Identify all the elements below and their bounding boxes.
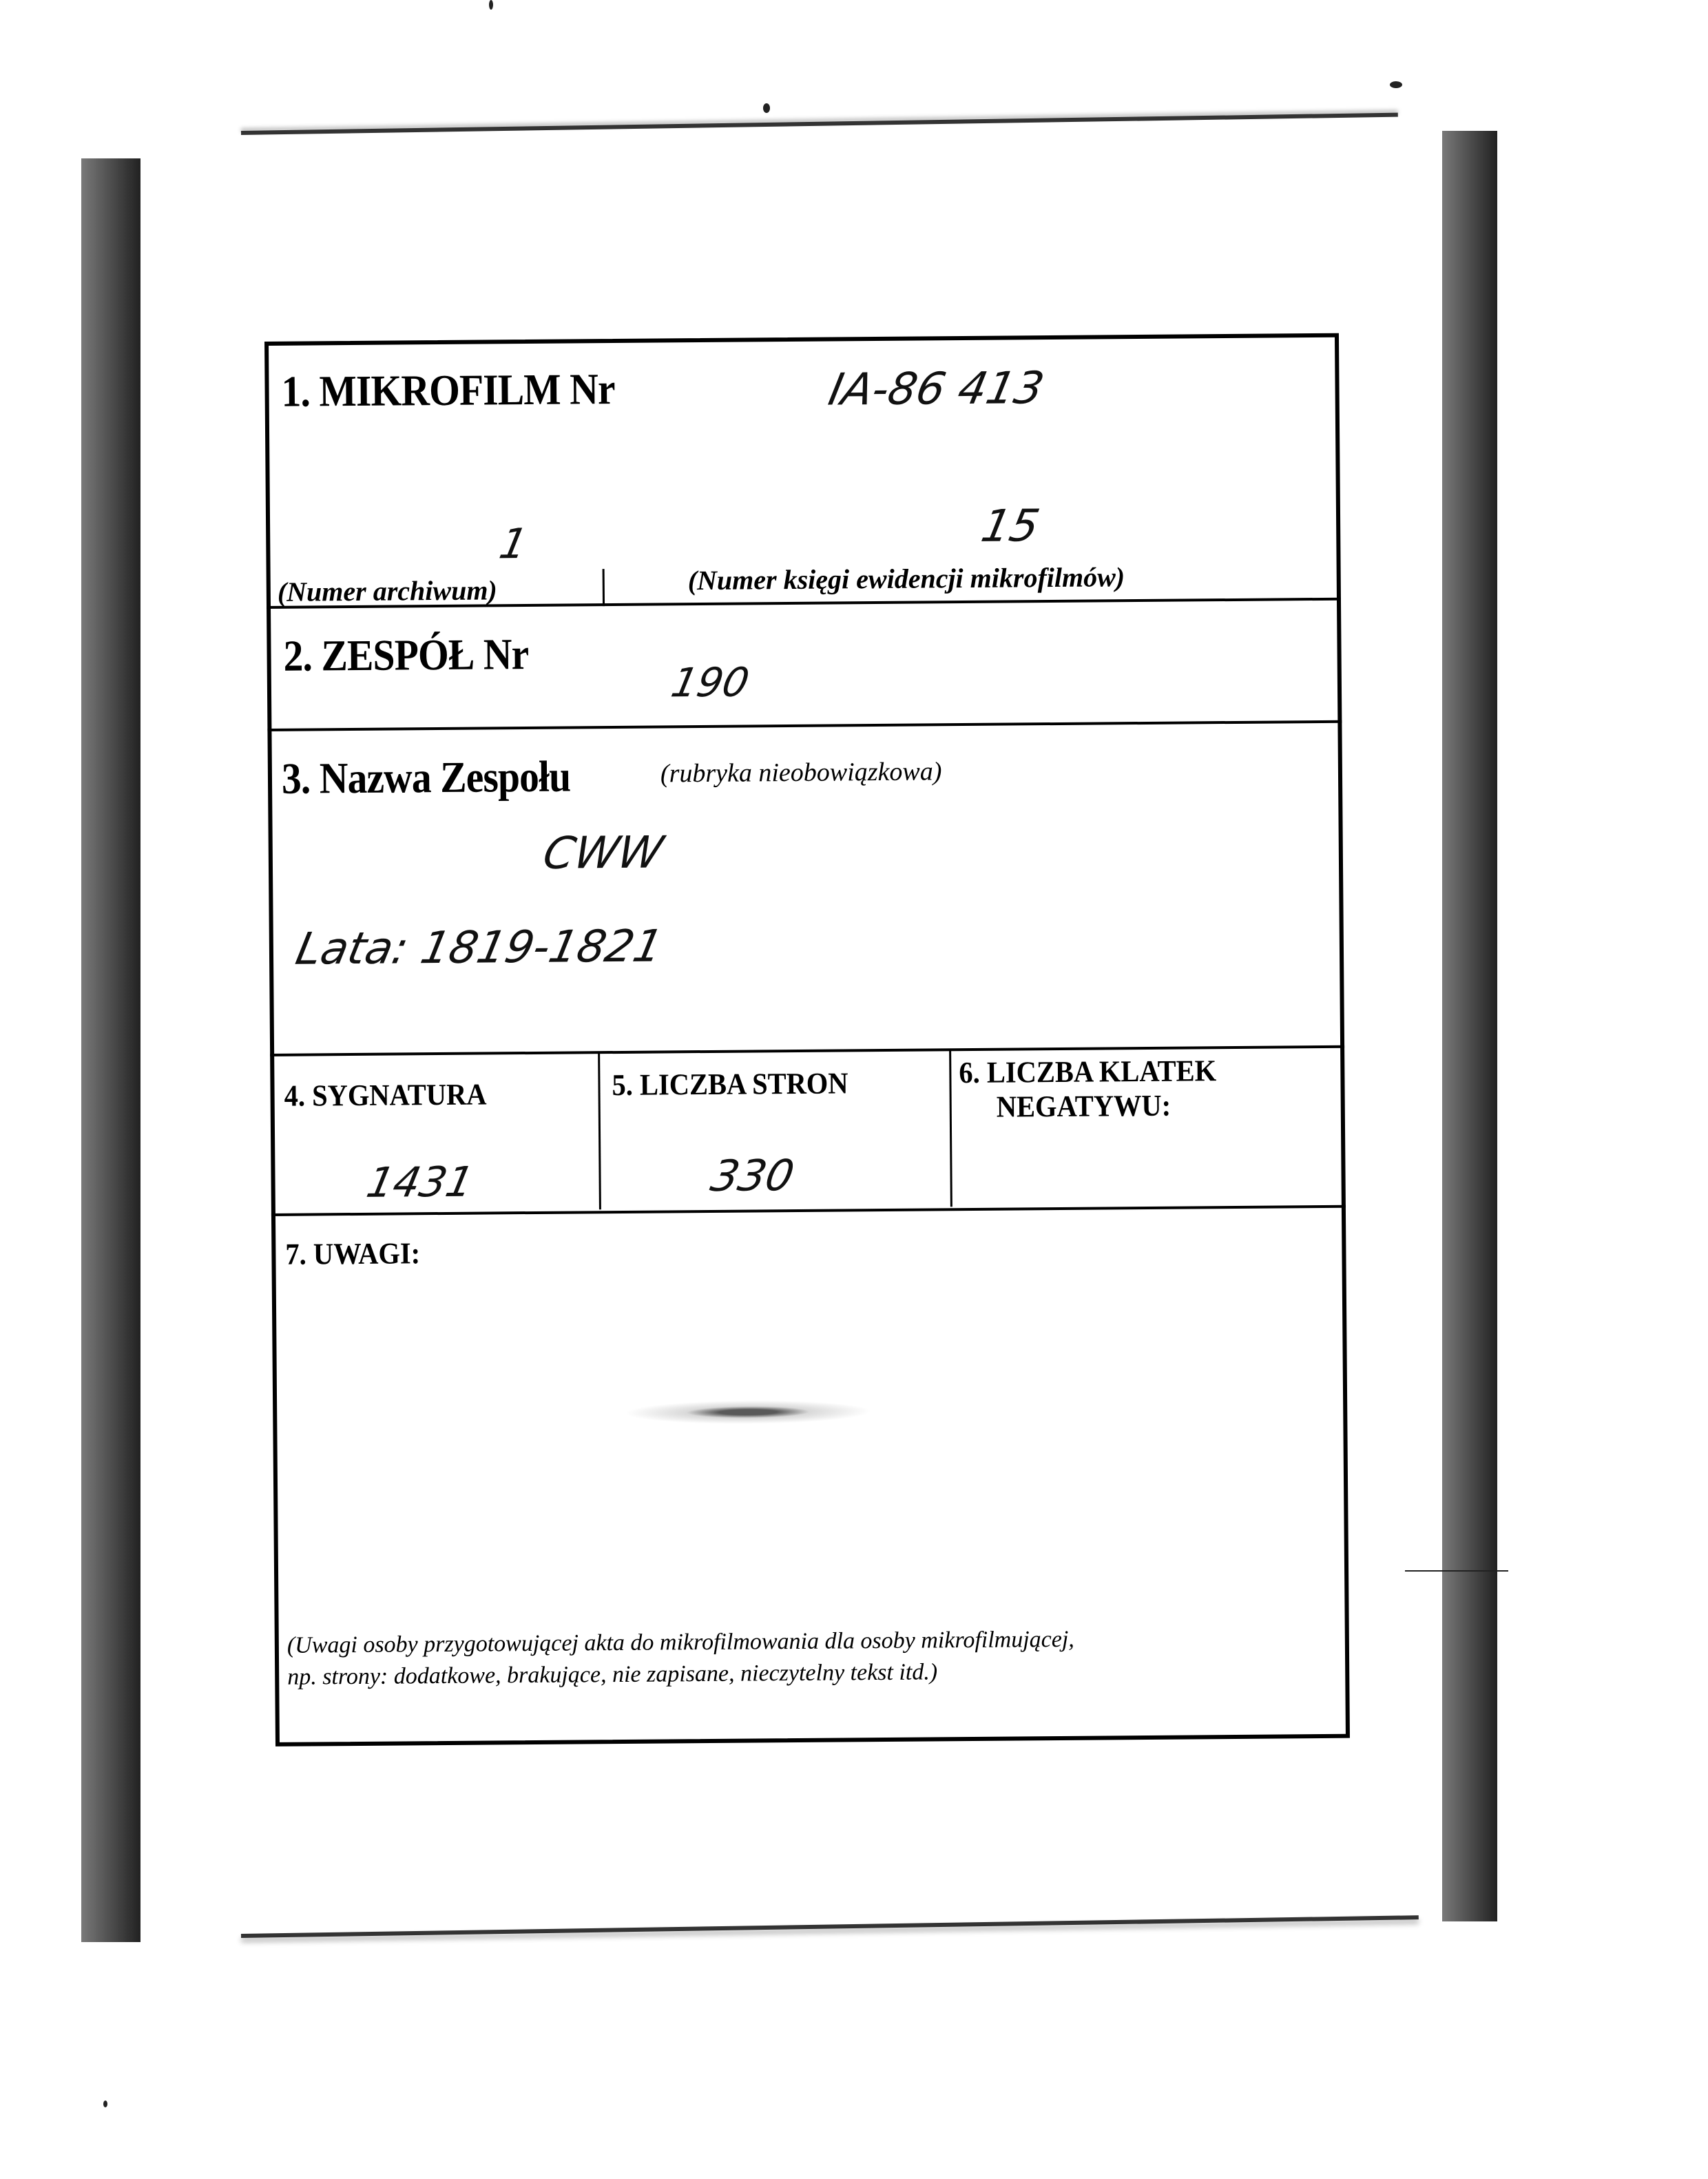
section-3-optional-note: (rubryka nieobowiązkowa) — [660, 757, 942, 789]
remarks-footnote-line1: (Uwagi osoby przygotowującej akta do mikrofilmowania dla osoby mikrofilmującej, — [287, 1626, 1074, 1658]
scan-paper-edge-bottom — [241, 1915, 1419, 1938]
section-2-label: 2. ZESPÓŁ Nr — [283, 629, 529, 680]
archive-number-caption: (Numer archiwum) — [277, 574, 497, 607]
fond-number-value: 190 — [667, 658, 753, 707]
remarks-footnote-line2: np. strony: dodatkowe, brakujące, nie zapisane, nieczytelny tekst itd.) — [287, 1659, 938, 1690]
fond-name-value: CWW — [539, 827, 667, 879]
section-1-label: 1. MIKROFILM Nr — [281, 364, 615, 416]
archive-number-value: 1 — [495, 519, 532, 569]
caption-divider — [603, 569, 605, 606]
section-4-label: 4. SYGNATURA — [284, 1077, 487, 1113]
microfilm-number-value: IA-86 413 — [824, 363, 1048, 416]
scan-smudge — [603, 1397, 893, 1427]
scan-paper-edge-top — [241, 113, 1398, 135]
form-border — [264, 333, 1350, 1747]
scan-film-edge-right — [1442, 131, 1497, 1921]
scan-speck — [1405, 1570, 1508, 1572]
section-3-label: 3. Nazwa Zespołu — [281, 751, 571, 803]
signature-value: 1431 — [362, 1158, 478, 1207]
scan-speck — [1390, 81, 1402, 88]
page-count-value: 330 — [707, 1149, 799, 1201]
section-6-label-line1: 6. LICZBA KLATEK — [959, 1054, 1217, 1090]
microfilm-form-card — [264, 333, 1350, 1747]
scan-speck — [489, 0, 493, 10]
fond-years-value: Lata: 1819-1821 — [291, 921, 667, 975]
section-6-label-line2: NEGATYWU: — [996, 1088, 1171, 1124]
section-7-label: 7. UWAGI: — [285, 1236, 421, 1271]
section-5-label: 5. LICZBA STRON — [612, 1066, 848, 1103]
scan-speck — [103, 2100, 107, 2107]
scan-speck — [763, 103, 770, 113]
register-number-caption: (Numer księgi ewidencji mikrofilmów) — [687, 561, 1125, 596]
register-number-value: 15 — [977, 501, 1044, 552]
scan-film-edge-left — [81, 158, 140, 1942]
